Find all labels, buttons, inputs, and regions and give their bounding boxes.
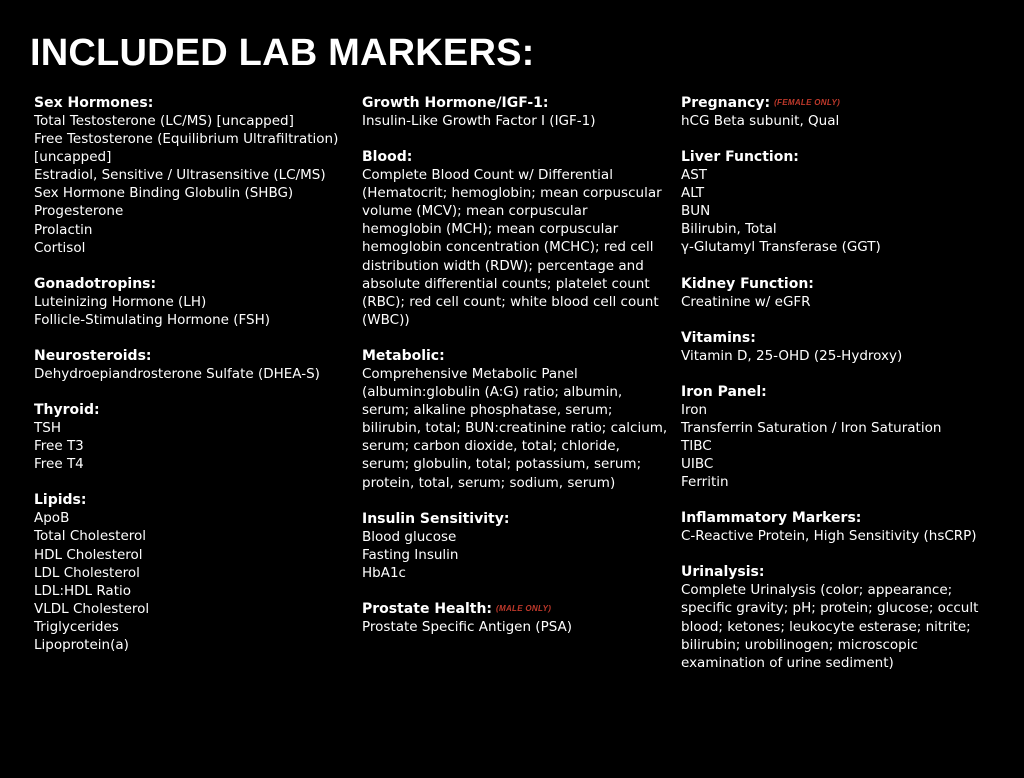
section-heading: Iron Panel: bbox=[681, 383, 767, 400]
female-only-tag: (FEMALE ONLY) bbox=[774, 98, 841, 107]
marker-item: LDL:HDL Ratio bbox=[34, 582, 132, 599]
section-blood bbox=[362, 148, 670, 329]
section-heading-label: Prostate Health: bbox=[362, 600, 493, 617]
marker-item: hCG Beta subunit, Qual bbox=[681, 113, 840, 129]
section-liver-function bbox=[681, 148, 981, 256]
section-heading: Liver Function: bbox=[681, 149, 799, 166]
section-heading: Metabolic: bbox=[362, 347, 445, 364]
marker-item: HbA1c bbox=[362, 564, 406, 581]
section-heading: Vitamins: bbox=[681, 329, 756, 346]
marker-item: Total Testosterone (LC/MS) [uncapped] bbox=[34, 113, 294, 129]
marker-item: Prostate Specific Antigen (PSA) bbox=[362, 618, 573, 635]
marker-item: LDL Cholesterol bbox=[34, 564, 140, 581]
marker-item: Lipoprotein(a) bbox=[34, 636, 129, 653]
markers-column-3 bbox=[681, 94, 981, 690]
section-heading bbox=[681, 94, 981, 112]
section-vitamins bbox=[681, 329, 981, 365]
section-heading-label: Pregnancy: bbox=[681, 95, 771, 111]
section-metabolic bbox=[362, 347, 670, 492]
section-neurosteroids bbox=[34, 347, 352, 383]
marker-item: Progesterone bbox=[34, 203, 124, 220]
marker-item: Iron bbox=[681, 401, 708, 418]
marker-item: Sex Hormone Binding Globulin (SHBG) bbox=[34, 185, 294, 202]
section-heading: Neurosteroids: bbox=[34, 347, 152, 364]
marker-item: Complete Urinalysis (color; appearance; specific gravity; pH; protein; glucose; occult blood; ketones; leukocyte esterase; nitrite; bilirubin; urobilinogen; microscopic examination of urine sediment) bbox=[681, 582, 979, 671]
marker-item: TIBC bbox=[681, 437, 712, 454]
section-heading: Sex Hormones: bbox=[34, 95, 154, 111]
marker-item: Ferritin bbox=[681, 474, 729, 491]
marker-item: Insulin-Like Growth Factor I (IGF-1) bbox=[362, 113, 596, 129]
section-inflammatory-markers bbox=[681, 509, 981, 545]
markers-column-1 bbox=[34, 94, 352, 672]
marker-item: Comprehensive Metabolic Panel (albumin:globulin (A:G) ratio; albumin, serum; alkaline phosphatase, serum; bilirubin, total; BUN:creatinine ratio; calcium, serum; carbon dioxide, total; chloride, serum; globulin, total; potassium, serum; protein, total, serum; sodium, serum) bbox=[362, 365, 668, 491]
marker-item: Cortisol bbox=[34, 239, 86, 256]
page-title: INCLUDED LAB MARKERS: bbox=[30, 32, 535, 74]
section-heading: Blood: bbox=[362, 149, 413, 166]
section-prostate-health bbox=[362, 600, 670, 636]
marker-item: Free Testosterone (Equilibrium Ultrafiltration) [uncapped] bbox=[34, 131, 339, 166]
section-urinalysis bbox=[681, 563, 981, 671]
marker-item: BUN bbox=[681, 203, 711, 220]
marker-item: Dehydroepiandrosterone Sulfate (DHEA-S) bbox=[34, 365, 320, 382]
section-gonadotropins bbox=[34, 275, 352, 329]
marker-item: Creatinine w/ eGFR bbox=[681, 293, 811, 310]
marker-item: Free T4 bbox=[34, 456, 84, 473]
section-insulin-sensitivity bbox=[362, 510, 670, 582]
section-heading: Urinalysis: bbox=[681, 564, 765, 581]
section-kidney-function bbox=[681, 275, 981, 311]
section-heading: Gonadotropins: bbox=[34, 275, 157, 292]
marker-item: C-Reactive Protein, High Sensitivity (hsCRP) bbox=[681, 528, 977, 545]
section-pregnancy bbox=[681, 94, 981, 130]
marker-item: Follicle-Stimulating Hormone (FSH) bbox=[34, 311, 271, 328]
marker-item: ApoB bbox=[34, 510, 70, 527]
marker-item: UIBC bbox=[681, 456, 714, 473]
marker-item: Complete Blood Count w/ Differential (Hematocrit; hemoglobin; mean corpuscular volume (MCV); mean corpuscular hemoglobin (MCH); mean corpuscular hemoglobin concentration (MCHC); red cell distribution width (RDW); percentage and absolute differential counts; platelet count (RBC); red cell count; white blood cell count (WBC)) bbox=[362, 167, 662, 328]
marker-item: Transferrin Saturation / Iron Saturation bbox=[681, 419, 942, 436]
marker-item: Free T3 bbox=[34, 438, 84, 455]
marker-item: Luteinizing Hormone (LH) bbox=[34, 293, 207, 310]
section-heading bbox=[362, 600, 670, 618]
section-heading: Thyroid: bbox=[34, 402, 100, 419]
marker-item: Triglycerides bbox=[34, 618, 119, 635]
marker-item: HDL Cholesterol bbox=[34, 546, 143, 563]
section-iron-panel bbox=[681, 383, 981, 491]
section-lipids bbox=[34, 491, 352, 654]
section-growth-hormone bbox=[362, 94, 670, 130]
section-heading: Growth Hormone/IGF-1: bbox=[362, 95, 549, 111]
section-heading: Lipids: bbox=[34, 492, 87, 509]
section-heading: Inflammatory Markers: bbox=[681, 510, 862, 527]
marker-item: VLDL Cholesterol bbox=[34, 600, 150, 617]
section-sex-hormones bbox=[34, 94, 352, 257]
marker-item: Prolactin bbox=[34, 221, 93, 238]
marker-item: ALT bbox=[681, 185, 705, 202]
marker-item: γ-Glutamyl Transferase (GGT) bbox=[681, 239, 881, 256]
markers-column-2 bbox=[362, 94, 670, 654]
marker-item: Blood glucose bbox=[362, 528, 457, 545]
section-thyroid bbox=[34, 401, 352, 473]
section-heading: Kidney Function: bbox=[681, 275, 814, 292]
marker-item: TSH bbox=[34, 420, 61, 437]
marker-item: Estradiol, Sensitive / Ultrasensitive (LC/MS) bbox=[34, 167, 326, 184]
marker-item: Fasting Insulin bbox=[362, 546, 459, 563]
marker-item: Vitamin D, 25-OHD (25-Hydroxy) bbox=[681, 347, 903, 364]
marker-item: AST bbox=[681, 167, 708, 184]
male-only-tag: (MALE ONLY) bbox=[496, 603, 552, 613]
section-heading: Insulin Sensitivity: bbox=[362, 510, 510, 527]
marker-item: Bilirubin, Total bbox=[681, 221, 777, 238]
marker-item: Total Cholesterol bbox=[34, 528, 147, 545]
